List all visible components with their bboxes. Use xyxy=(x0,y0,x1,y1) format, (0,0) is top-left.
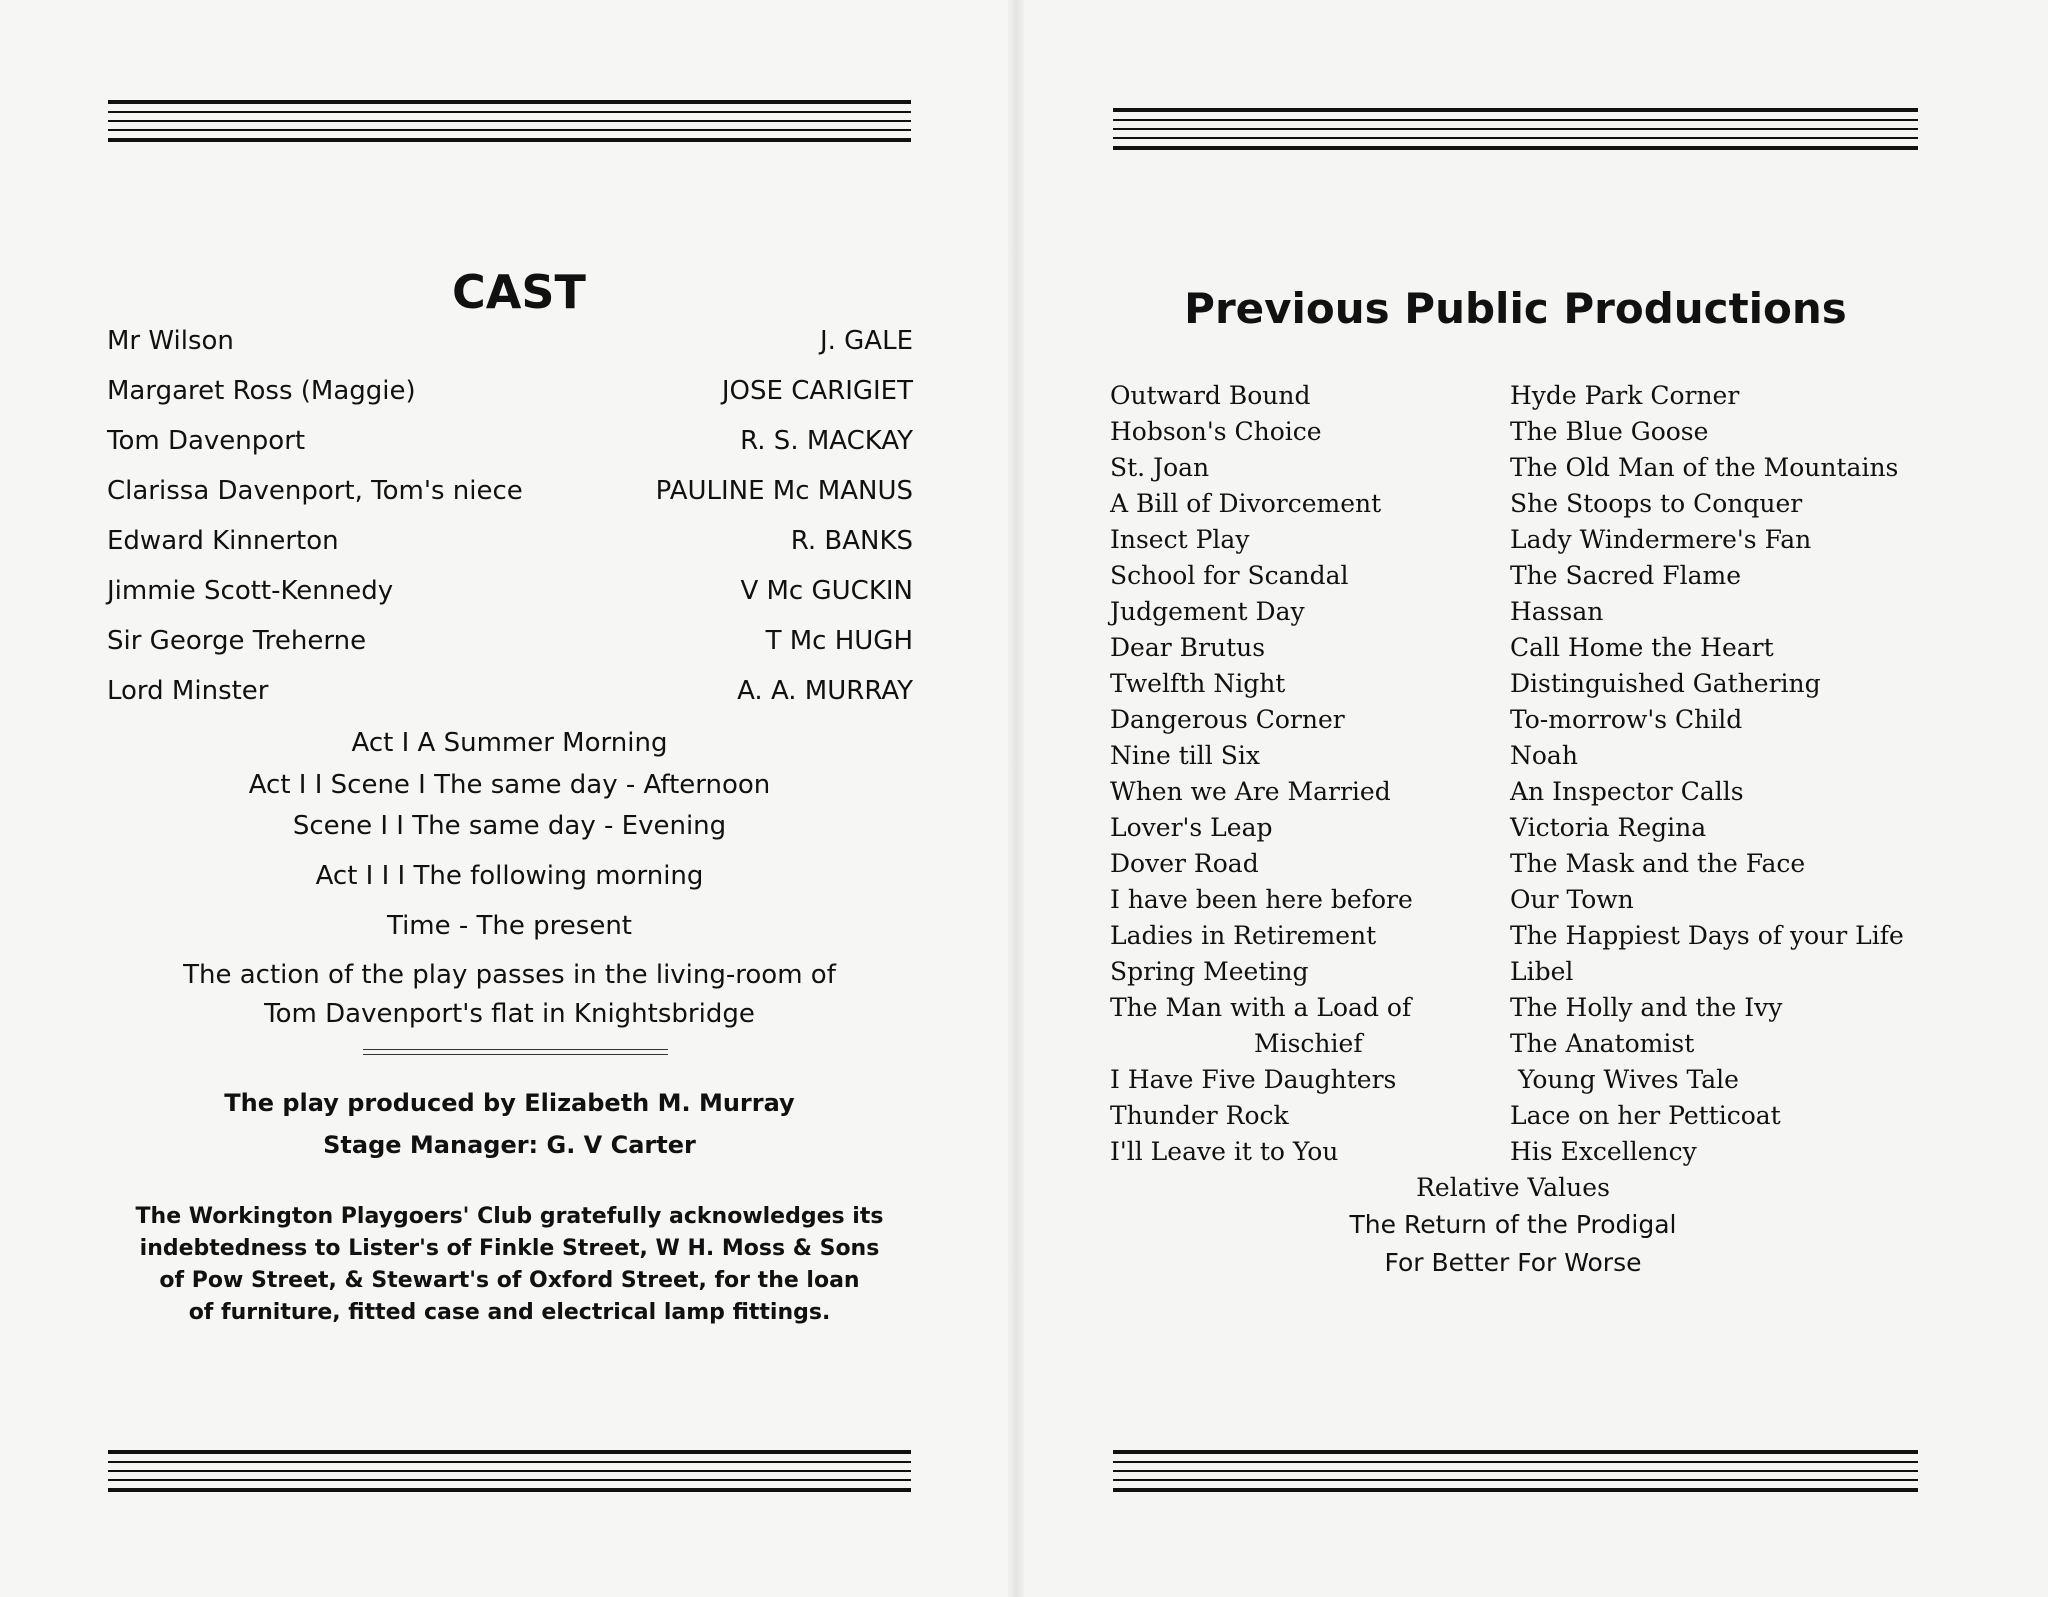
production-item: Our Town xyxy=(1510,885,1634,914)
production-item: Dear Brutus xyxy=(1110,633,1266,662)
cast-actor: JOSE CARIGIET xyxy=(721,376,913,406)
production-item: Ladies in Retirement xyxy=(1110,921,1377,950)
production-footer-item: For Better For Worse xyxy=(1384,1248,1642,1277)
cast-role: Mr Wilson xyxy=(107,326,234,356)
production-item: Hassan xyxy=(1510,597,1604,626)
act-line: Act I A Summer Morning xyxy=(351,728,668,758)
production-item: The Happiest Days of your Life xyxy=(1510,921,1904,950)
production-item: Young Wives Tale xyxy=(1518,1065,1739,1094)
act-line: Scene I I The same day - Evening xyxy=(292,811,727,841)
production-item: Noah xyxy=(1510,741,1578,770)
cast-role: Clarissa Davenport, Tom's niece xyxy=(107,476,523,506)
production-item: Mischief xyxy=(1254,1029,1363,1058)
cast-actor: PAULINE Mc MANUS xyxy=(655,476,913,506)
production-item: Twelfth Night xyxy=(1110,669,1286,698)
cast-role: Sir George Treherne xyxy=(107,626,367,656)
cast-actor: A. A. MURRAY xyxy=(737,676,913,706)
setting-line: The action of the play passes in the living-room of xyxy=(183,960,836,990)
cast-role: Jimmie Scott-Kennedy xyxy=(107,576,394,606)
cast-role: Lord Minster xyxy=(107,676,269,706)
cast-actor: R. S. MACKAY xyxy=(740,426,913,456)
production-footer-item: The Return of the Prodigal xyxy=(1349,1210,1677,1239)
production-item: The Mask and the Face xyxy=(1510,849,1806,878)
left-top-rules xyxy=(108,100,911,149)
production-item: When we Are Married xyxy=(1110,777,1391,806)
production-item: I'll Leave it to You xyxy=(1110,1137,1339,1166)
production-item: School for Scandal xyxy=(1110,561,1349,590)
cast-role: Tom Davenport xyxy=(107,426,306,456)
ack-line: The Workington Playgoers' Club gratefully acknowledges its xyxy=(135,1204,884,1229)
production-item: Insect Play xyxy=(1110,525,1250,554)
production-item: The Sacred Flame xyxy=(1510,561,1741,590)
production-item: Judgement Day xyxy=(1110,597,1305,626)
ack-line: of Pow Street, & Stewart's of Oxford Street, for the loan xyxy=(159,1268,860,1293)
production-item: Dover Road xyxy=(1110,849,1259,878)
setting-line: Tom Davenport's flat in Knightsbridge xyxy=(264,999,755,1029)
productions-title: Previous Public Productions xyxy=(1184,284,1847,333)
production-footer-item: Relative Values xyxy=(1416,1173,1610,1202)
time-line: Time - The present xyxy=(387,911,632,941)
production-item: St. Joan xyxy=(1110,453,1210,482)
production-item: A Bill of Divorcement xyxy=(1110,489,1382,518)
act-line: Act I I Scene I The same day - Afternoon xyxy=(248,770,771,800)
production-item: The Blue Goose xyxy=(1510,417,1709,446)
cast-role: Margaret Ross (Maggie) xyxy=(107,376,416,406)
production-item: Spring Meeting xyxy=(1110,957,1309,986)
ack-line: indebtedness to Lister's of Finkle Street, W H. Moss & Sons xyxy=(139,1236,880,1261)
production-item: Libel xyxy=(1510,957,1574,986)
cast-title: CAST xyxy=(452,265,586,319)
stage-manager-credit: Stage Manager: G. V Carter xyxy=(323,1131,696,1159)
production-item: Lover's Leap xyxy=(1110,813,1273,842)
production-item: Thunder Rock xyxy=(1110,1101,1289,1130)
production-item: I have been here before xyxy=(1110,885,1413,914)
production-item: I Have Five Daughters xyxy=(1110,1065,1397,1094)
right-top-rules xyxy=(1113,108,1918,157)
production-item: The Anatomist xyxy=(1510,1029,1695,1058)
production-item: An Inspector Calls xyxy=(1510,777,1744,806)
cast-actor: V Mc GUCKIN xyxy=(740,576,913,606)
left-bottom-rules xyxy=(108,1450,911,1499)
cast-actor: R. BANKS xyxy=(790,526,913,556)
divider xyxy=(363,1049,668,1055)
ack-line: of furniture, fitted case and electrical lamp fittings. xyxy=(188,1300,831,1325)
production-item: Dangerous Corner xyxy=(1110,705,1345,734)
production-item: Hobson's Choice xyxy=(1110,417,1322,446)
production-item: Nine till Six xyxy=(1110,741,1260,770)
production-item: Distinguished Gathering xyxy=(1510,669,1821,698)
cast-actor: J. GALE xyxy=(819,326,913,356)
production-item: To-morrow's Child xyxy=(1510,705,1743,734)
producer-credit: The play produced by Elizabeth M. Murray xyxy=(224,1089,795,1117)
right-bottom-rules xyxy=(1113,1450,1918,1499)
production-item: The Old Man of the Mountains xyxy=(1510,453,1899,482)
production-item: Hyde Park Corner xyxy=(1510,381,1740,410)
production-item: His Excellency xyxy=(1510,1137,1697,1166)
act-line: Act I I I The following morning xyxy=(315,861,704,891)
production-item: Victoria Regina xyxy=(1510,813,1707,842)
production-item: Lady Windermere's Fan xyxy=(1510,525,1812,554)
cast-role: Edward Kinnerton xyxy=(107,526,339,556)
production-item: The Man with a Load of xyxy=(1110,993,1412,1022)
production-item: She Stoops to Conquer xyxy=(1510,489,1803,518)
production-item: Lace on her Petticoat xyxy=(1510,1101,1781,1130)
production-item: The Holly and the Ivy xyxy=(1510,993,1783,1022)
cast-actor: T Mc HUGH xyxy=(765,626,913,656)
production-item: Outward Bound xyxy=(1110,381,1311,410)
production-item: Call Home the Heart xyxy=(1510,633,1774,662)
center-fold xyxy=(1008,0,1024,1597)
